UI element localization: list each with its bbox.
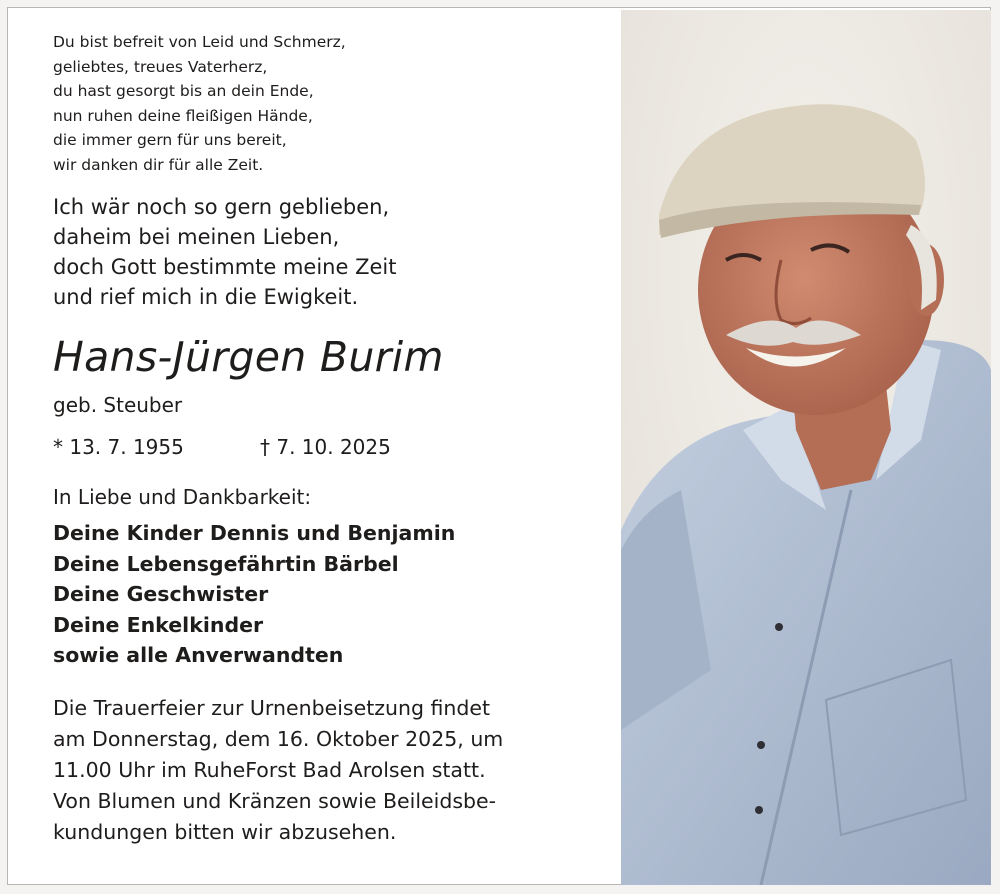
poem-large-line: Ich wär noch so gern geblieben,: [53, 195, 390, 219]
poem-large-line: doch Gott bestimmte meine Zeit: [53, 255, 397, 279]
poem-small-line: Du bist befreit von Leid und Schmerz,: [53, 33, 346, 51]
portrait-photo: [621, 10, 991, 885]
service-announcement: [53, 693, 613, 848]
birth-date: * 13. 7. 1955: [53, 435, 184, 459]
birth-name: geb. Steuber: [53, 393, 183, 417]
service-line: Von Blumen und Kränzen sowie Beileidsbe-: [53, 788, 497, 813]
poem-small-line: geliebtes, treues Vaterherz,: [53, 57, 268, 76]
mourner-line: Deine Kinder Dennis und Benjamin: [53, 521, 456, 545]
service-line: Die Trauerfeier zur Urnenbeisetzung findet: [53, 695, 491, 720]
shirt-button: [757, 741, 765, 749]
poem-small-line: du hast gesorgt bis an dein Ende,: [53, 82, 314, 100]
service-line: am Donnerstag, dem 16. Oktober 2025, um: [53, 726, 504, 751]
poem-small-line: nun ruhen deine fleißigen Hände,: [53, 106, 313, 125]
service-line: kundungen bitten wir abzusehen.: [53, 819, 397, 844]
portrait-illustration: [621, 10, 991, 885]
death-date: † 7. 10. 2025: [260, 435, 391, 459]
text-column: [53, 30, 613, 848]
mourners-intro: In Liebe und Dankbarkeit:: [53, 485, 312, 509]
poem-large-line: daheim bei meinen Lieben,: [53, 225, 340, 249]
shirt-button: [775, 623, 783, 631]
mourner-line: Deine Geschwister: [53, 582, 269, 606]
life-dates: [53, 434, 613, 460]
poem-small-line: wir danken dir für alle Zeit.: [53, 155, 264, 174]
shirt-button: [755, 806, 763, 814]
service-line: 11.00 Uhr im RuheForst Bad Arolsen statt.: [53, 757, 486, 782]
mourner-line: sowie alle Anverwandten: [53, 643, 344, 667]
mourner-line: Deine Enkelkinder: [53, 612, 264, 637]
poem-small-line: die immer gern für uns bereit,: [53, 131, 287, 149]
poem-small: [53, 30, 613, 177]
mourner-line: Deine Lebensgefährtin Bärbel: [53, 551, 399, 576]
poem-large: [53, 192, 613, 312]
mourners-list: [53, 518, 613, 671]
deceased-name: Hans-Jürgen Burim: [53, 333, 444, 381]
poem-large-line: und rief mich in die Ewigkeit.: [53, 285, 359, 309]
